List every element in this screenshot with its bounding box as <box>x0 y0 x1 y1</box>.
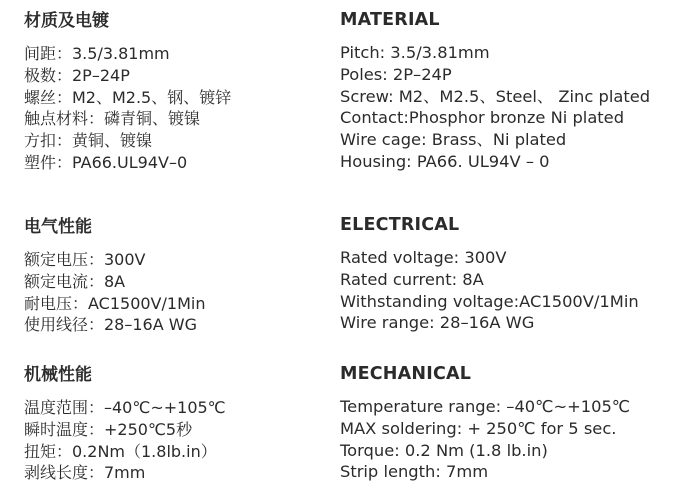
material-section-en <box>340 9 696 173</box>
spec-line: Torque: 0.2 Nm (1.8 lb.in) <box>340 440 548 460</box>
spec-line: Contact:Phosphor bronze Ni plated <box>340 108 625 128</box>
spec-line: 扭矩：0.2Nm（1.8lb.in） <box>24 441 217 461</box>
spec-line: 间距：3.5/3.81mm <box>24 44 170 63</box>
spec-line: 使用线径：28–16A WG <box>24 315 197 335</box>
spec-line: Temperature range: –40℃~+105℃ <box>340 397 631 416</box>
spec-line: 温度范围：–40℃~+105℃ <box>24 398 226 417</box>
spec-line: Pitch: 3.5/3.81mm <box>340 43 490 62</box>
section-title: 机械性能 <box>24 365 92 385</box>
spec-line: 触点材料：磷青铜、镀镍 <box>24 109 201 129</box>
electrical-section-cn <box>24 216 324 336</box>
spec-line: Withstanding voltage:AC1500V/1Min <box>340 291 639 311</box>
spec-line: 螺丝：M2、M2.5、钢、镀锌 <box>24 87 232 107</box>
spec-line: Strip length: 7mm <box>340 462 489 482</box>
spec-line: Screw: M2、M2.5、Steel、 Zinc plated <box>340 86 651 106</box>
spec-line: 额定电压：300V <box>24 250 146 269</box>
section-title: 材质及电镀 <box>24 11 109 31</box>
spec-line: 剥线长度：7mm <box>24 463 146 483</box>
spec-line: Rated voltage: 300V <box>340 248 507 267</box>
spec-line: Rated current: 8A <box>340 269 484 289</box>
material-section-cn <box>24 10 324 174</box>
section-title: MATERIAL <box>340 10 440 30</box>
spec-line: 耐电压：AC1500V/1Min <box>24 293 206 313</box>
section-title: MECHANICAL <box>340 364 472 384</box>
spec-line: 方扣：黄铜、镀镍 <box>24 131 153 151</box>
mechanical-section-cn <box>24 364 324 484</box>
spec-line: Housing: PA66. UL94V – 0 <box>340 151 550 171</box>
spec-line: Poles: 2P–24P <box>340 64 452 84</box>
section-title: 电气性能 <box>24 217 92 237</box>
mechanical-section-en <box>340 363 696 483</box>
section-title: ELECTRICAL <box>340 215 460 235</box>
spec-line: 塑件：PA66.UL94V–0 <box>24 152 188 172</box>
spec-line: 极数：2P–24P <box>24 65 130 85</box>
electrical-section-en <box>340 214 696 334</box>
spec-line: 额定电流：8A <box>24 271 126 291</box>
spec-line: Wire cage: Brass、Ni plated <box>340 130 567 150</box>
spec-line: MAX soldering: + 250℃ for 5 sec. <box>340 418 617 438</box>
spec-line: Wire range: 28–16A WG <box>340 313 535 333</box>
spec-line: 瞬时温度：+250℃5秒 <box>24 419 193 439</box>
